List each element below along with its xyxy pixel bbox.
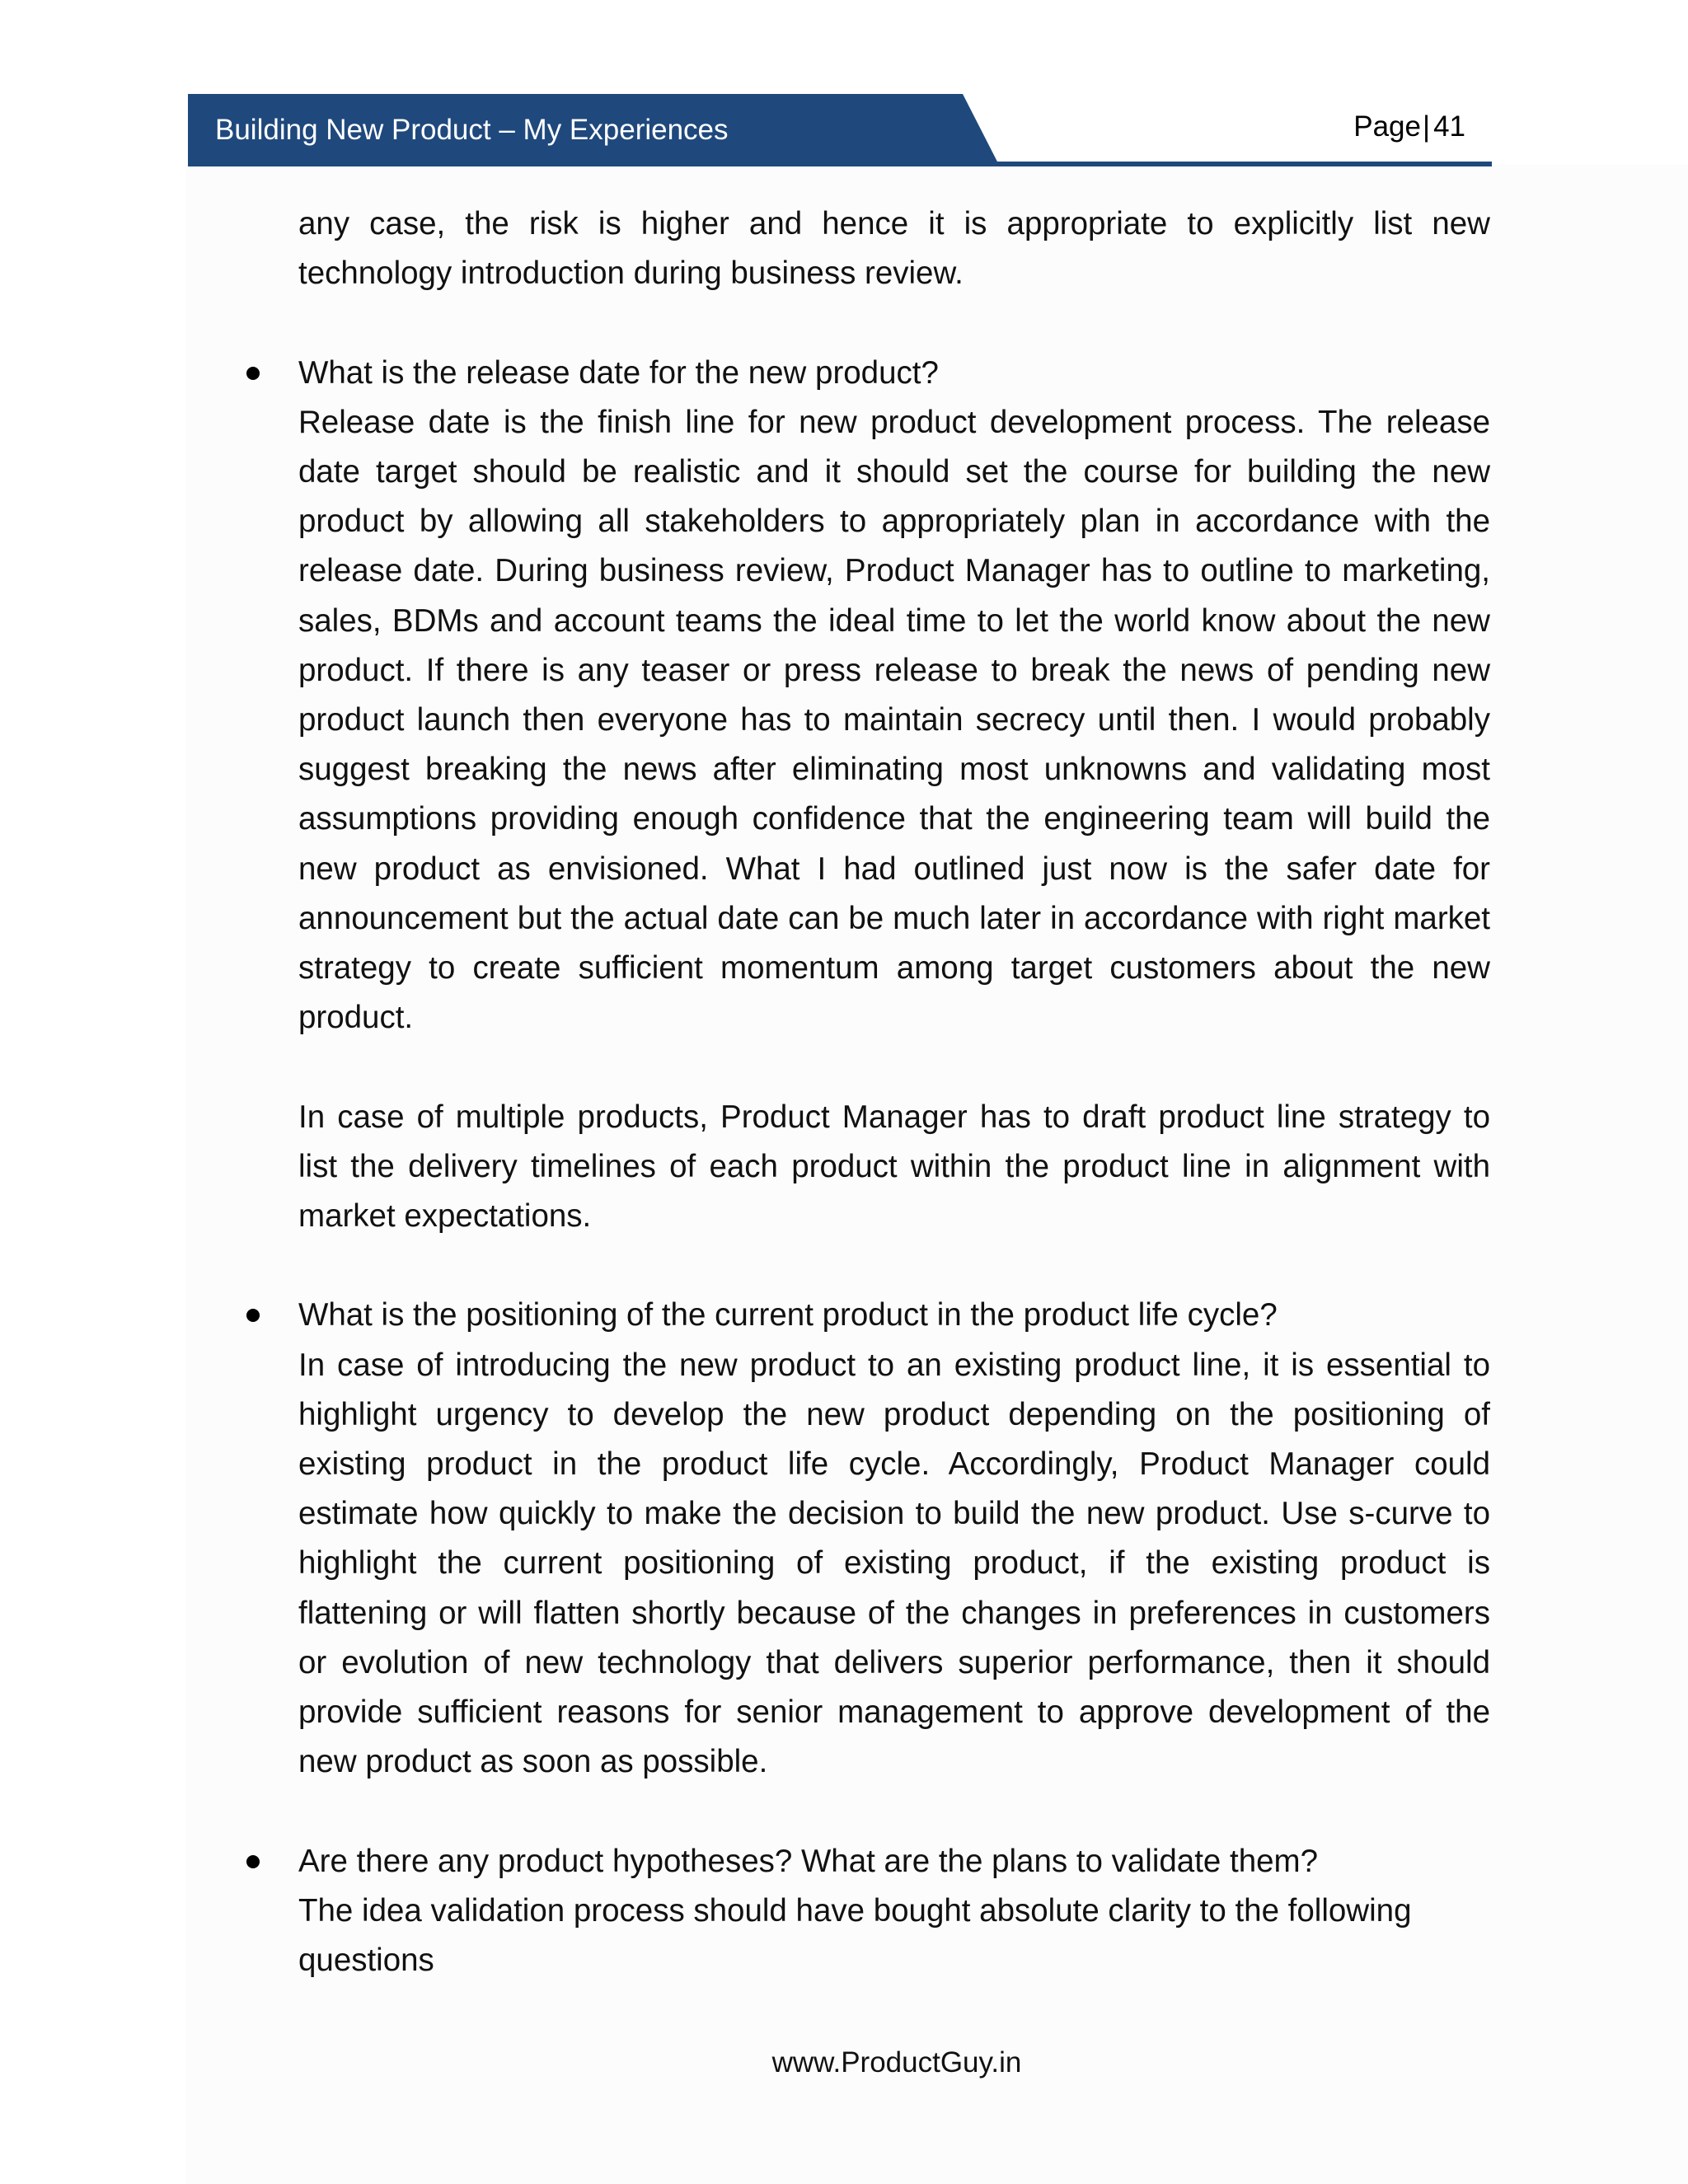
bullet-icon — [246, 367, 260, 380]
body-paragraph: In case of multiple products, Product Manager has to draft product line strategy to list the delivery timelines of each product within the product line in alignment with market expectations. — [298, 1099, 1490, 1235]
bullet-icon — [246, 1855, 260, 1868]
page-number — [1353, 110, 1465, 143]
body-paragraph: Release date is the finish line for new product development process. The release date target should be realistic and it should set the course for building the new product by allowing all stakeholders to appropriately plan in accordance with the release date. During business review, Product Manager has to outline to marketing, sales, BDMs and account teams the ideal time to let the world know about the new product. If there is any teaser or press release to break the news of pending new product launch then everyone has to maintain secrecy until then. I would probably suggest breaking the news after eliminating most unknowns and validating most assumptions providing enough confidence that the engineering team will build the new product as envisioned. What I had outlined just now is the safer date for announcement but the actual date can be much later in accordance with right market strategy to create sufficient momentum among target customers about the new product. — [298, 404, 1490, 1036]
intro-paragraph: any case, the risk is higher and hence it is appropriate to explicitly list new technology introduction during business review. — [298, 206, 1490, 292]
header-rule — [963, 162, 1492, 166]
footer-website: www.ProductGuy.in — [771, 2046, 1022, 2079]
bullet-question: What is the positioning of the current product in the product life cycle? — [298, 1297, 1278, 1333]
page-header — [188, 94, 1492, 166]
bullet-section-product-hypotheses — [298, 1837, 1490, 1986]
page-label: Page — [1353, 110, 1421, 143]
page-number-value: 41 — [1433, 110, 1465, 143]
bullet-question: Are there any product hypotheses? What are the plans to validate them? — [298, 1843, 1319, 1879]
page-separator: | — [1422, 110, 1431, 143]
body-paragraph: In case of introducing the new product to an existing product line, it is essential to highlight urgency to develop the new product depending on the positioning of existing product in the product life cycle. Accordingly, Product Manager could estimate how quickly to make the decision to build the new product. Use s-curve to highlight the current positioning of existing product, if the existing product is flattening or will flatten shortly because of the changes in preferences in customers or evolution of new technology that delivers superior performance, then it should provide sufficient reasons for senior management to approve development of the new product as soon as possible. — [298, 1347, 1490, 1780]
bullet-section-product-life-cycle — [298, 1291, 1490, 1787]
document-title: Building New Product – My Experiences — [215, 114, 729, 146]
bullet-question: What is the release date for the new product? — [298, 354, 939, 391]
bullet-section-release-date — [298, 349, 1490, 1242]
body-paragraph: The idea validation process should have bought absolute clarity to the following questions — [298, 1892, 1412, 1979]
page-body — [298, 199, 1490, 1985]
